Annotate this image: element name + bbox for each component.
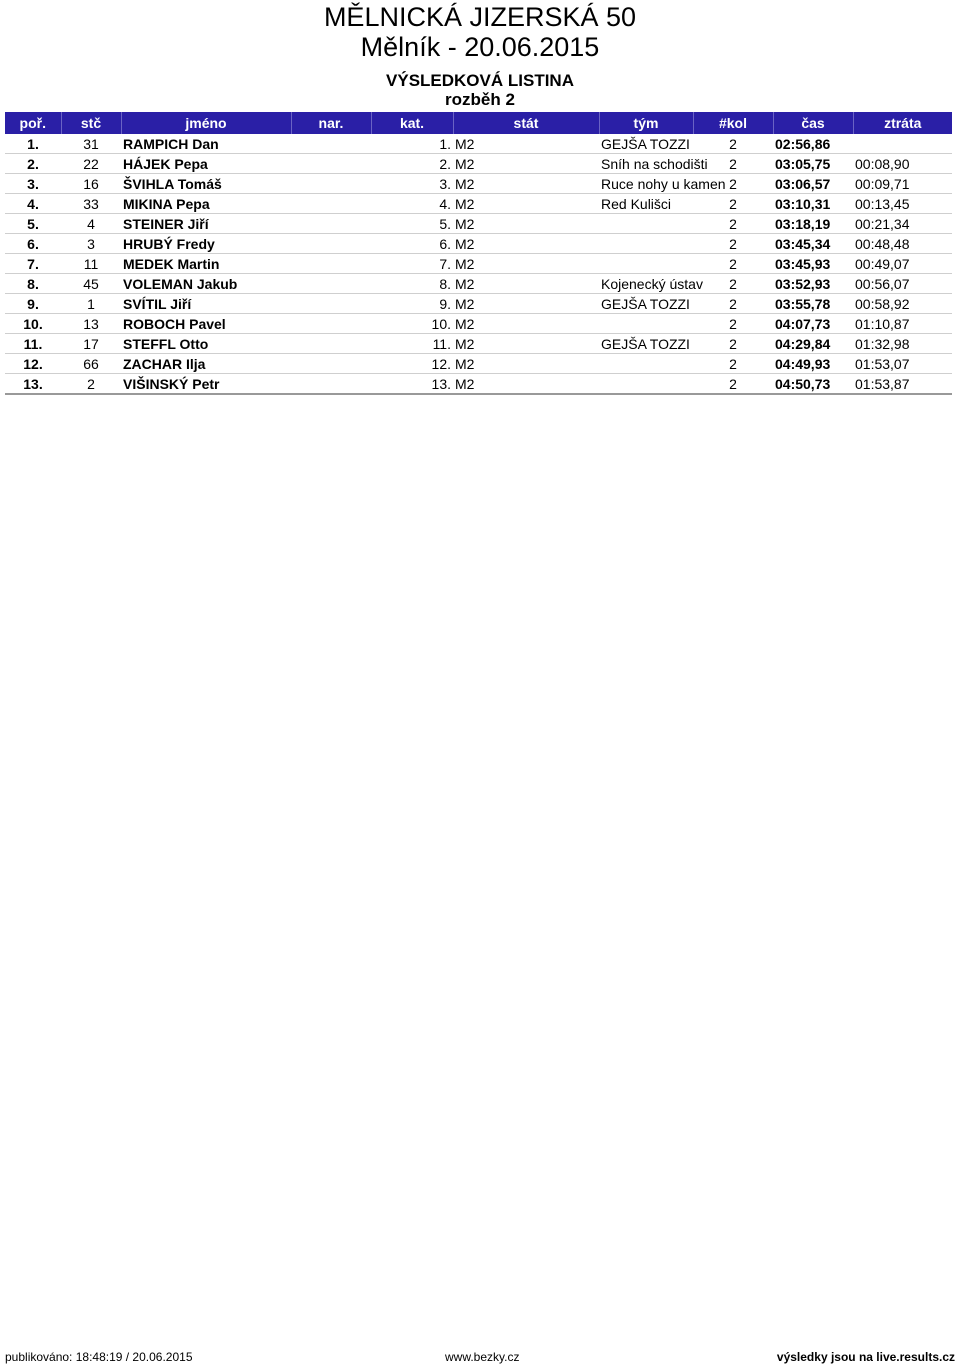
finish-time: 04:49,93: [773, 354, 853, 374]
lap-count: 2: [693, 234, 773, 254]
team-name: GEJŠA TOZZI: [599, 294, 693, 314]
result-rank: 4.: [5, 194, 61, 214]
finish-time: 03:52,93: [773, 274, 853, 294]
column-header-laps: #kol: [693, 112, 773, 134]
result-rank: 12.: [5, 354, 61, 374]
time-loss: 00:13,45: [853, 194, 952, 214]
finish-time: 03:45,93: [773, 254, 853, 274]
event-title: MĚLNICKÁ JIZERSKÁ 50: [323, 2, 637, 32]
column-header-time: čas: [773, 112, 853, 134]
result-rank: 8.: [5, 274, 61, 294]
competitor-name: RAMPICH Dan: [121, 134, 291, 154]
time-loss: 00:58,92: [853, 294, 952, 314]
result-rank: 9.: [5, 294, 61, 314]
team-name: Sníh na schodišti: [601, 155, 708, 172]
category: M2: [453, 214, 599, 234]
team-name: Red Kulišci: [599, 194, 693, 214]
team-name: [599, 354, 693, 374]
lap-count: 2: [693, 154, 773, 174]
time-loss: 01:10,87: [853, 314, 952, 334]
start-number: 66: [61, 354, 121, 374]
result-rank: 11.: [5, 334, 61, 354]
category-rank: 12.: [371, 354, 453, 374]
category-rank: 4.: [371, 194, 453, 214]
result-rank: 5.: [5, 214, 61, 234]
competitor-name: SVÍTIL Jiří: [121, 294, 291, 314]
finish-time: 03:55,78: [773, 294, 853, 314]
competitor-name: STEINER Jiří: [121, 214, 291, 234]
start-number: 2: [61, 374, 121, 395]
lap-count: 2: [693, 134, 773, 154]
competitor-name: ROBOCH Pavel: [121, 314, 291, 334]
category: M2: [453, 254, 599, 274]
time-loss: 00:49,07: [853, 254, 952, 274]
start-number: 1: [61, 294, 121, 314]
table-row: [5, 214, 952, 234]
finish-time: 04:07,73: [773, 314, 853, 334]
start-number: 45: [61, 274, 121, 294]
team-name: Kojenecký ústav: [601, 275, 703, 292]
team-name: [599, 214, 693, 234]
category: M2: [453, 314, 599, 334]
category-rank: 9.: [371, 294, 453, 314]
category-rank: 6.: [371, 234, 453, 254]
start-number: 4: [61, 214, 121, 234]
heat-label: rozběh 2: [445, 90, 515, 109]
table-row: [5, 194, 952, 214]
category: M2: [453, 134, 599, 154]
birth-year: [291, 254, 371, 274]
column-header-bib: stč: [61, 112, 121, 134]
competitor-name: HRUBÝ Fredy: [121, 234, 291, 254]
table-row: [5, 174, 952, 194]
start-number: 3: [61, 234, 121, 254]
table-row: [5, 354, 952, 374]
competitor-name: HÁJEK Pepa: [121, 154, 291, 174]
team-name: [599, 254, 693, 274]
birth-year: [291, 314, 371, 334]
competitor-name: ŠVIHLA Tomáš: [121, 174, 291, 194]
competitor-name: MIKINA Pepa: [121, 194, 291, 214]
table-row: [5, 254, 952, 274]
competitor-name: VIŠINSKÝ Petr: [121, 374, 291, 395]
start-number: 22: [61, 154, 121, 174]
finish-time: 03:45,34: [773, 234, 853, 254]
results-table: [5, 112, 952, 395]
column-header-name: jméno: [121, 112, 291, 134]
birth-year: [291, 294, 371, 314]
birth-year: [291, 374, 371, 395]
time-loss: 00:56,07: [853, 274, 952, 294]
table-row: [5, 274, 952, 294]
column-header-country: stát: [453, 112, 599, 134]
team-name: Ruce nohy u kamen: [601, 175, 726, 192]
finish-time: 03:18,19: [773, 214, 853, 234]
category: M2: [453, 154, 599, 174]
competitor-name: MEDEK Martin: [121, 254, 291, 274]
finish-time: 03:10,31: [773, 194, 853, 214]
birth-year: [291, 274, 371, 294]
column-header-rank: poř.: [5, 112, 61, 134]
start-number: 16: [61, 174, 121, 194]
competitor-name: VOLEMAN Jakub: [121, 274, 291, 294]
lap-count: 2: [693, 214, 773, 234]
lap-count: 2: [693, 314, 773, 334]
birth-year: [291, 234, 371, 254]
time-loss: 01:32,98: [853, 334, 952, 354]
team-name: GEJŠA TOZZI: [599, 334, 693, 354]
result-rank: 13.: [5, 374, 61, 395]
lap-count: 2: [693, 274, 773, 294]
team-name: [599, 374, 693, 395]
table-row: [5, 154, 952, 174]
competitor-name: ZACHAR Ilja: [121, 354, 291, 374]
birth-year: [291, 154, 371, 174]
time-loss: 00:09,71: [853, 174, 952, 194]
website-link[interactable]: www.bezky.cz: [445, 1350, 520, 1364]
published-timestamp: publikováno: 18:48:19 / 20.06.2015: [5, 1350, 193, 1364]
lap-count: 2: [693, 374, 773, 395]
table-row: [5, 234, 952, 254]
start-number: 17: [61, 334, 121, 354]
category: M2: [453, 194, 599, 214]
birth-year: [291, 214, 371, 234]
category-rank: 3.: [371, 174, 453, 194]
table-row: [5, 374, 952, 395]
finish-time: 03:06,57: [773, 174, 853, 194]
category-rank: 11.: [371, 334, 453, 354]
category: M2: [453, 294, 599, 314]
result-rank: 2.: [5, 154, 61, 174]
start-number: 13: [61, 314, 121, 334]
start-number: 11: [61, 254, 121, 274]
finish-time: 04:29,84: [773, 334, 853, 354]
document-header: [0, 0, 960, 110]
competitor-name: STEFFL Otto: [121, 334, 291, 354]
time-loss: 00:21,34: [853, 214, 952, 234]
birth-year: [291, 134, 371, 154]
result-rank: 1.: [5, 134, 61, 154]
result-rank: 3.: [5, 174, 61, 194]
team-name: [599, 314, 693, 334]
table-row: [5, 334, 952, 354]
finish-time: 02:56,86: [773, 134, 853, 154]
category-rank: 5.: [371, 214, 453, 234]
column-header-born: nar.: [291, 112, 371, 134]
lap-count: 2: [693, 194, 773, 214]
category: M2: [453, 334, 599, 354]
time-loss: 00:08,90: [853, 154, 952, 174]
category: M2: [453, 174, 599, 194]
results-header-row: [5, 112, 952, 134]
result-rank: 7.: [5, 254, 61, 274]
category-rank: 13.: [371, 374, 453, 395]
result-rank: 6.: [5, 234, 61, 254]
column-header-team: tým: [599, 112, 693, 134]
birth-year: [291, 334, 371, 354]
results-body: [5, 134, 952, 394]
category-rank: 2.: [371, 154, 453, 174]
result-rank: 10.: [5, 314, 61, 334]
category-rank: 8.: [371, 274, 453, 294]
column-header-category: kat.: [371, 112, 453, 134]
finish-time: 04:50,73: [773, 374, 853, 395]
lap-count: 2: [693, 354, 773, 374]
time-loss: 00:48,48: [853, 234, 952, 254]
birth-year: [291, 354, 371, 374]
time-loss: [853, 134, 952, 154]
team-name: [599, 234, 693, 254]
category-rank: 1.: [371, 134, 453, 154]
time-loss: 01:53,87: [853, 374, 952, 395]
category: M2: [453, 374, 599, 395]
lap-count: 2: [693, 294, 773, 314]
category-rank: 7.: [371, 254, 453, 274]
start-number: 33: [61, 194, 121, 214]
category: M2: [453, 354, 599, 374]
table-row: [5, 134, 952, 154]
team-name: GEJŠA TOZZI: [599, 134, 693, 154]
category: M2: [453, 274, 599, 294]
start-number: 31: [61, 134, 121, 154]
lap-count: 2: [693, 254, 773, 274]
event-subtitle: Mělník - 20.06.2015: [360, 32, 600, 62]
table-row: [5, 294, 952, 314]
lap-count: 2: [693, 174, 773, 194]
category-rank: 10.: [371, 314, 453, 334]
list-name: VÝSLEDKOVÁ LISTINA: [386, 71, 574, 90]
table-row: [5, 314, 952, 334]
birth-year: [291, 174, 371, 194]
live-results-note[interactable]: výsledky jsou na live.results.cz: [776, 1350, 955, 1364]
category: M2: [453, 234, 599, 254]
birth-year: [291, 194, 371, 214]
time-loss: 01:53,07: [853, 354, 952, 374]
lap-count: 2: [693, 334, 773, 354]
column-header-loss: ztráta: [853, 112, 952, 134]
finish-time: 03:05,75: [773, 154, 853, 174]
